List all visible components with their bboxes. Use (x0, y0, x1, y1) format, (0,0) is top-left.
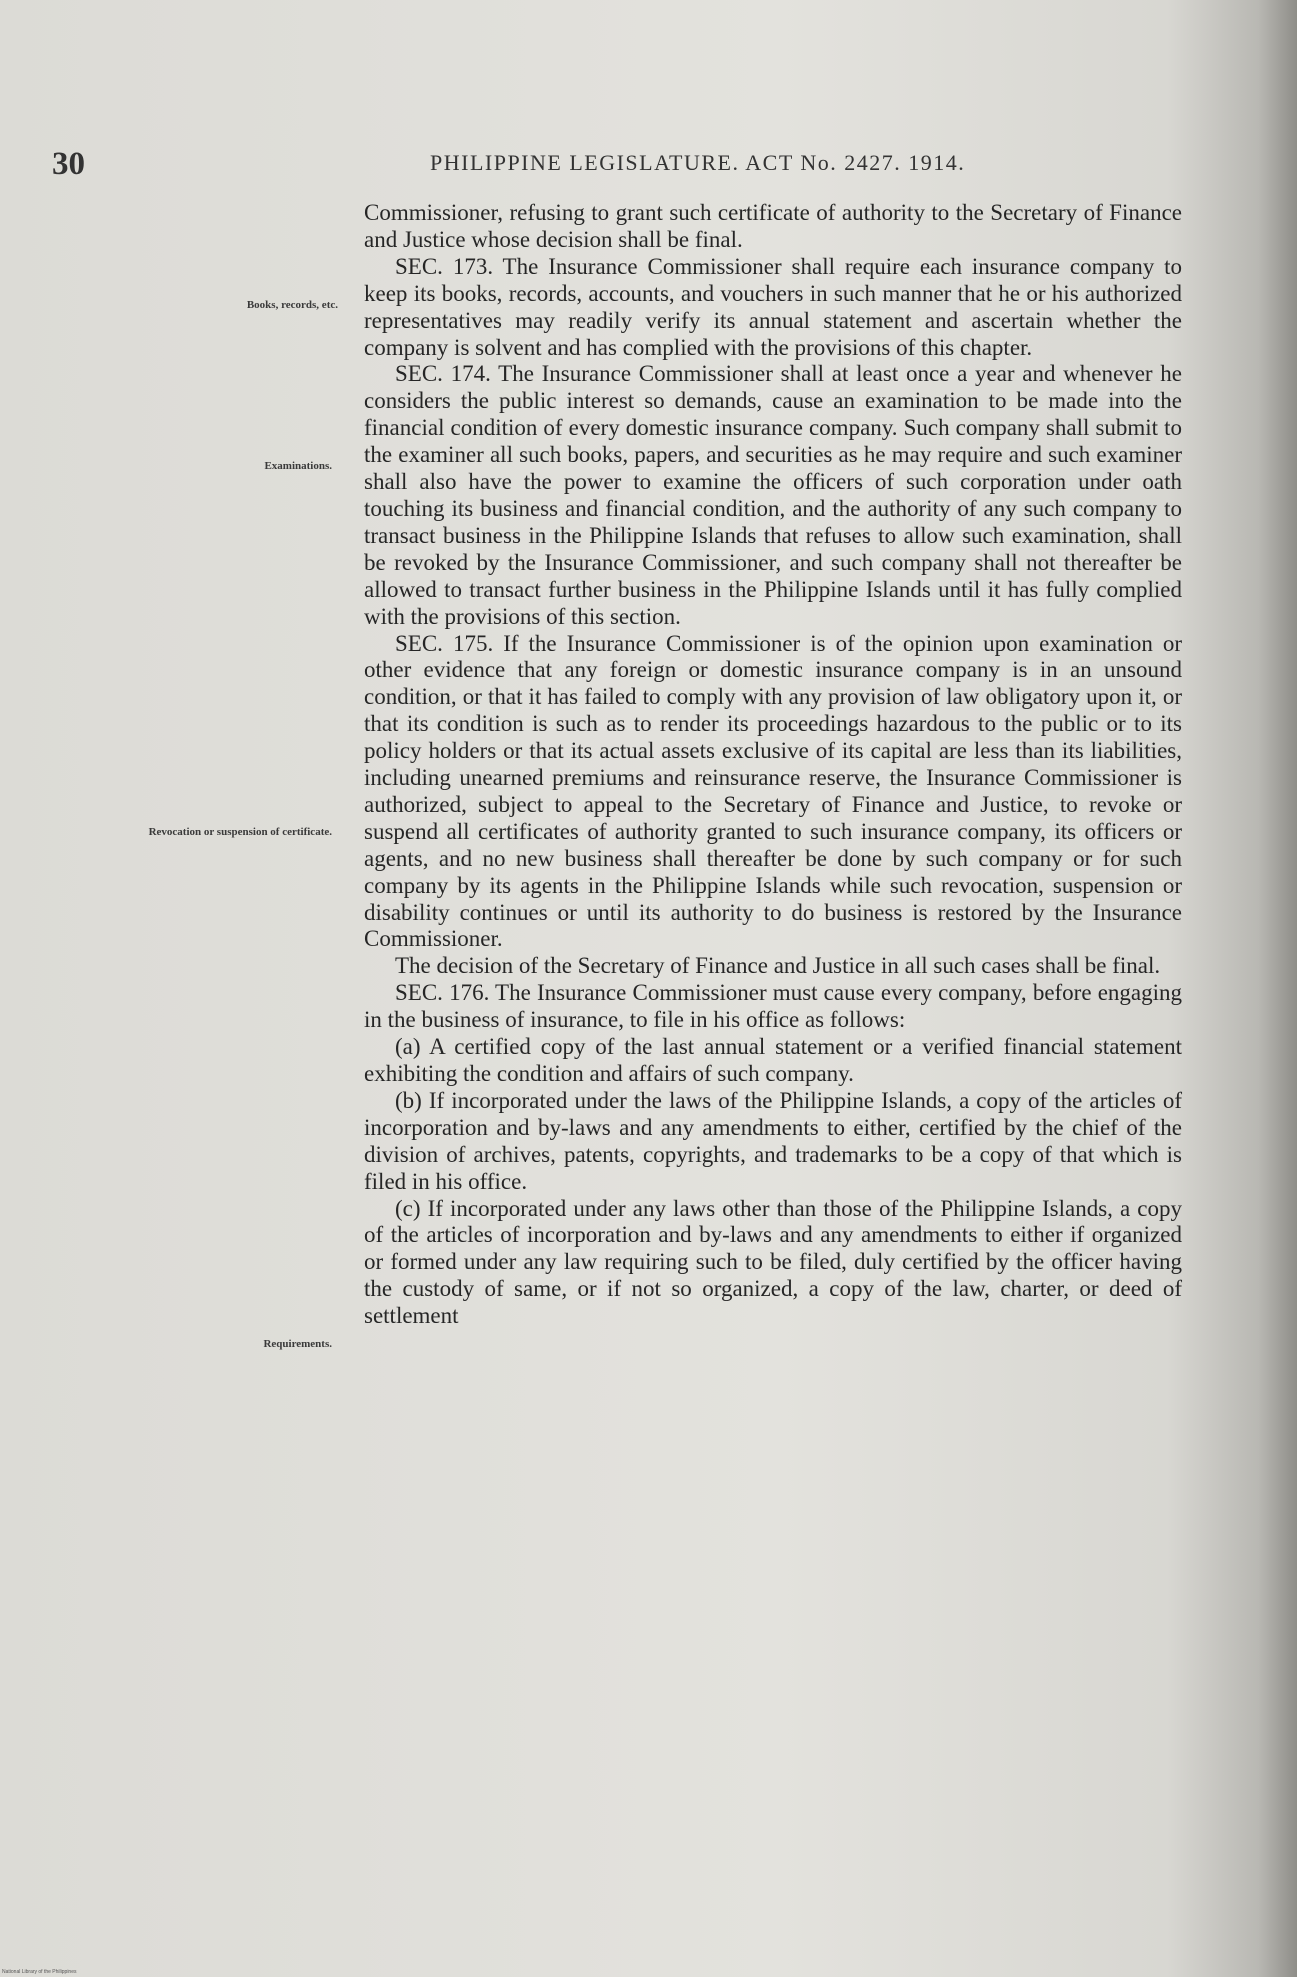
margin-note-requirements: Requirements. (263, 1338, 332, 1350)
paragraph-continuation: Commissioner, refusing to grant such certificate of authority to the Secretary of Finance and Justice whose decision shall be final. (364, 200, 1182, 252)
body-text (364, 200, 1182, 1330)
section-176: SEC. 176. The Insurance Commissioner must cause every company, before engaging in the business of insurance, to file in his office as follows: (364, 980, 1182, 1033)
clause-c: (c) If incorporated under any laws other than those of the Philippine Islands, a copy of the articles of incorporation and by-laws and any amendments to either if organized or formed under any law requiring such to be filed, duly certified by the officer having the custody of same, or if not so organized, a copy of the law, charter, or deed of settlement (364, 1195, 1182, 1329)
margin-note-revocation: Revocation or suspension of certificate. (148, 826, 332, 838)
clause-b: (b) If incorporated under the laws of the Philippine Islands, a copy of the articles of incorporation and by-laws and any amendments to either, certified by the chief of the division of archives, patents, copyrights, and trademarks to be a copy of that which is filed in his office. (364, 1087, 1182, 1194)
running-head: PHILIPPINE LEGISLATURE. ACT No. 2427. 1914. (430, 150, 966, 175)
page-number: 30 (52, 146, 85, 182)
margin-note-books: Books, records, etc. (246, 299, 338, 311)
decision-paragraph: The decision of the Secretary of Finance and Justice in all such cases shall be final. (395, 953, 1161, 979)
footer-note: National Library of the Philippines (2, 1969, 77, 1975)
section-175: SEC. 175. If the Insurance Commissioner is of the opinion upon examination or other evidence that any foreign or domestic insurance company is in an unsound condition, or that it has failed to comply with any provision of law obligatory upon it, or that its condition is such as to render its proceedings hazardous to the public or to its policy holders or that its actual assets exclusive of its capital are less than its liabilities, including unearned premiums and reinsurance reserve, the Insurance Commissioner is authorized, subject to appeal to the Secretary of Finance and Justice, to revoke or suspend all certificates of authority granted to such insurance company, its officers or agents, and no new business shall thereafter be done by such company or for such company by its agents in the Philippine Islands while such revocation, suspension or disability continues or until its authority to do business is restored by the Insurance Commissioner. (364, 630, 1182, 952)
section-174: SEC. 174. The Insurance Commissioner shall at least once a year and whenever he considers the public interest so demands, cause an examination to be made into the financial condition of every domestic insurance company. Such company shall submit to the examiner all such books, papers, and securities as he may require and such examiner shall also have the power to examine the officers of such corporation under oath touching its business and financial condition, and the authority of any such company to transact business in the Philippine Islands that refuses to allow such examination, shall be revoked by the Insurance Commissioner, and such company shall not thereafter be allowed to transact further business in the Philippine Islands until it has fully complied with the provisions of this section. (364, 361, 1182, 629)
section-173: SEC. 173. The Insurance Commissioner shall require each insurance company to keep its books, records, accounts, and vouchers in such manner that he or his authorized representatives may readily verify its annual statement and ascertain whether the company is solvent and has complied with the provisions of this chapter. (364, 253, 1182, 360)
clause-a: (a) A certified copy of the last annual statement or a verified financial statement exhibiting the condition and affairs of such company. (364, 1034, 1182, 1086)
margin-note-examinations: Examinations. (264, 460, 332, 472)
